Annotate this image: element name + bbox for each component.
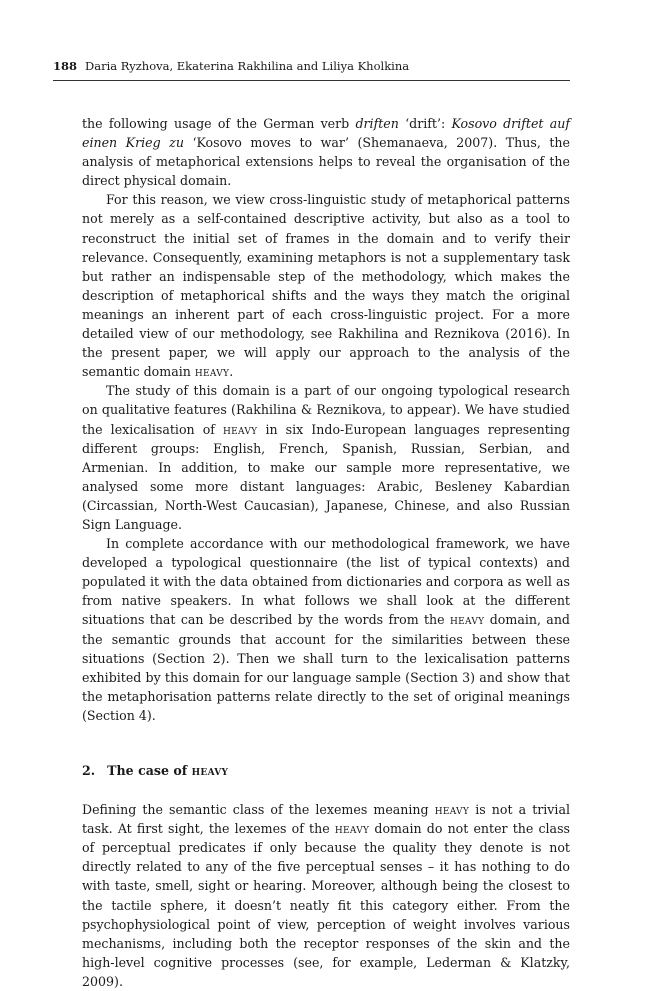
article-body	[82, 114, 570, 991]
text-run: ‘drift’:	[398, 116, 452, 131]
section-title: The case of	[107, 763, 192, 778]
text-run: .	[229, 364, 234, 380]
text-run: domain do not enter the class of perceptual predicates if only because the quality they denote is not directly related to any of the five perceptual senses – it has nothing to do with taste, smell, sight or hearing. Moreover, although being the closest to the tactile sphere, it doesn’t neatly fit this category either. From the psychophysiological point of view, perception of weight involves various mechanisms, including both the receptor responses of the skin and the high-level cognitive processes (see, for example, Lederman & Klatzky, 2009).	[82, 821, 570, 989]
paragraph-4	[82, 534, 570, 725]
running-header	[53, 58, 570, 74]
text-run: is not a trivial task. At first sight, the lexemes of the	[82, 802, 570, 837]
section-title-term: heavy	[191, 763, 229, 778]
paragraph-3	[82, 381, 570, 534]
text-run: in six Indo-European languages representing different groups: English, French, Spanish, Russian, Serbian, and Armenian. In addition, to make our sample more representative, we analysed some more distant languages: Arabic, Besleney Kabardian (Circassian, North-West Caucasian), Japanese, Chinese, and also Russian Sign Language.	[82, 421, 571, 532]
small-caps-term: heavy	[334, 821, 370, 837]
paragraph-2	[82, 190, 570, 381]
italic-example: Kosovo driftet auf einen Krieg zu	[82, 116, 570, 151]
text-run: For this reason, we view cross-linguistic study of metaphorical patterns not merely as a self-contained descriptive activity, but also as a tool to reconstruct the initial set of frames in the domain and to verify their relevance. Consequently, examining metaphors is not a supplementary task but rather an indispensable step of the methodology, which makes the description of metaphorical shifts and the ways they match the original meanings an inherent part of each cross-linguistic project. For a more detailed view of our methodology, see Rakhilina and Reznikova (2016). In the present paper, we will apply our approach to the analysis of the semantic domain	[82, 192, 570, 380]
small-caps-term: heavy	[223, 421, 258, 437]
section-paragraph	[82, 800, 570, 991]
section-heading	[82, 761, 570, 780]
text-run: the following usage of the German verb	[82, 116, 356, 131]
paragraph-1	[82, 114, 570, 190]
text-run: Defining the semantic class of the lexemes meaning	[82, 802, 435, 818]
header-rule	[53, 80, 570, 81]
header-authors: Daria Ryzhova, Ekaterina Rakhilina and Liliya Kholkina	[85, 59, 410, 73]
italic-term: driften	[355, 116, 399, 131]
text-run: ‘Kosovo moves to war’ (Shemanaeva, 2007). Thus, the analysis of metaphorical extensions helps to reveal the organisation of the direct physical domain.	[82, 135, 570, 189]
text-run: In complete accordance with our methodological framework, we have developed a typological questionnaire (the list of typical contexts) and populated it with the data obtained from dictionaries and corpora as well as from native speakers. In what follows we shall look at the different situations that can be described by the words from the	[82, 536, 570, 628]
text-run: The study of this domain is a part of our ongoing typological research on qualitative features (Rakhilina & Reznikova, to appear). We have studied the lexicalisation of	[82, 383, 570, 437]
section-number: 2.	[82, 763, 96, 778]
page-number: 188	[53, 59, 78, 73]
small-caps-term: heavy	[194, 364, 230, 380]
text-run: domain, and the semantic grounds that account for the similarities between these situations (Section 2). Then we shall turn to the lexicalisation patterns exhibited by this domain for our language sample (Section 3) and show that the metaphorisation patterns relate directly to the set of original meanings (Section 4).	[82, 612, 570, 723]
small-caps-term: heavy	[449, 612, 485, 628]
small-caps-term: heavy	[434, 802, 470, 818]
